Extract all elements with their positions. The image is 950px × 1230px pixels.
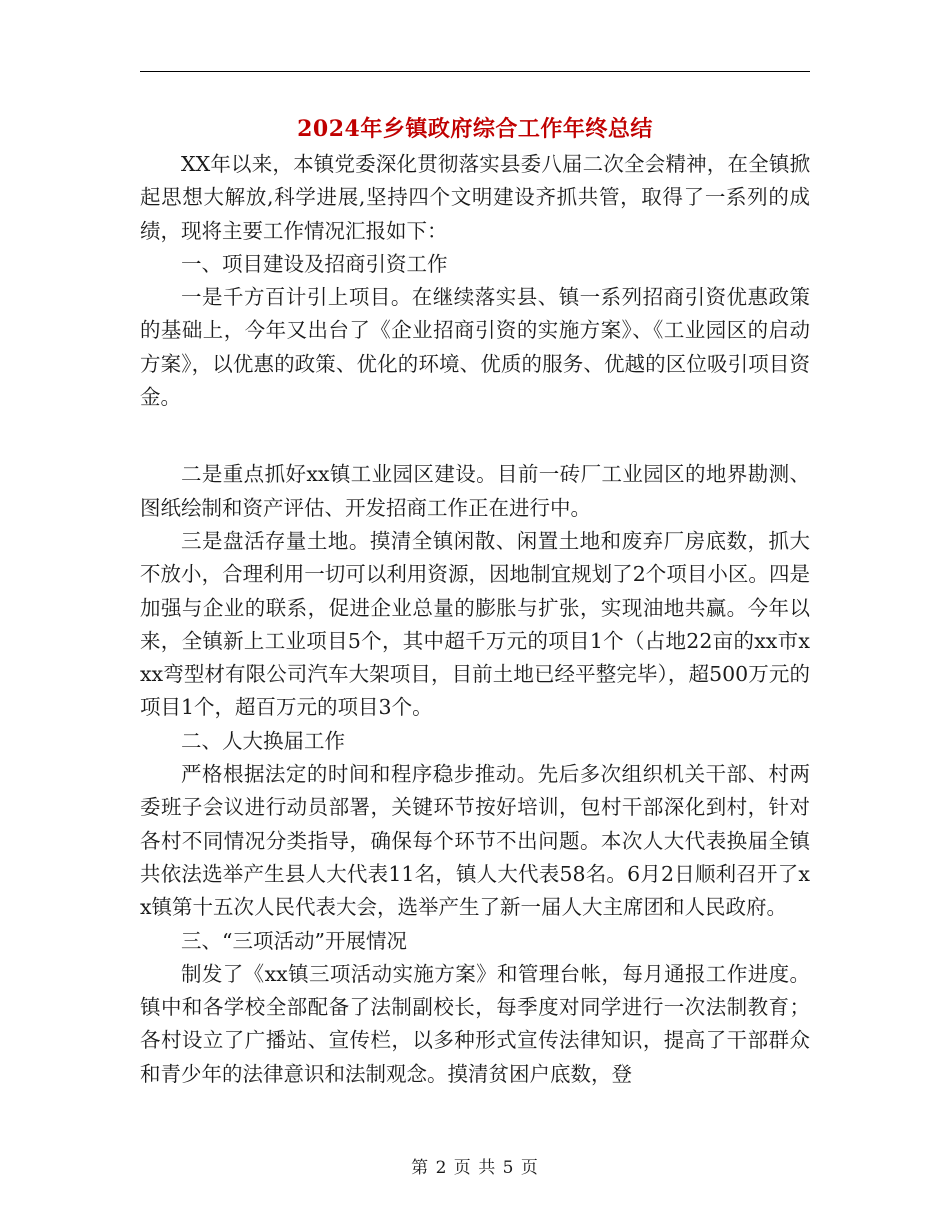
section-heading-3: 三、“三项活动”开展情况 bbox=[181, 928, 407, 953]
body-paragraph-5: 制发了《xx镇三项活动实施方案》和管理台帐，每月通报工作进度。镇中和各学校全部配备了法制副校长，每季度对同学进行一次法制教育；各村设立了广播站、宣传栏，以多种形式宣传法律知识，提高了干部群众和青少年的法律意识和法制观念。摸清贫困户底数，登 bbox=[140, 961, 810, 1086]
document-title: 2024年乡镇政府综合工作年终总结 bbox=[297, 116, 653, 142]
header-rule bbox=[140, 71, 810, 72]
body-paragraph-4: 严格根据法定的时间和程序稳步推动。先后多次组织机关干部、村两委班子会议进行动员部署，关键环节按好培训，包村干部深化到村，针对各村不同情况分类指导，确保每个环节不出问题。本次人大代表换届全镇共依法选举产生县人大代表11名，镇人大代表58名。6月2日顺利召开了xx镇第十五次人民代表大会，选举产生了新一届人大主席团和人民政府。 bbox=[140, 762, 810, 920]
body-paragraph-3: 三是盘活存量土地。摸清全镇闲散、闲置土地和废弃厂房底数，抓大不放小，合理利用一切可以利用资源，因地制宜规划了2个项目小区。四是加强与企业的联系，促进企业总量的膨胀与扩张，实现油地共赢。今年以来，全镇新上工业项目5个，其中超千万元的项目1个（占地22亩的xx市xxx弯型材有限公司汽车大架项目，目前土地已经平整完毕），超500万元的项目1个，超百万元的项目3个。 bbox=[140, 528, 810, 720]
section-heading-1: 一、项目建设及招商引资工作 bbox=[181, 251, 448, 276]
page-number-footer: 第 2 页 共 5 页 bbox=[411, 1158, 539, 1178]
intro-paragraph: XX年以来，本镇党委深化贯彻落实县委八届二次全会精神，在全镇掀起思想大解放,科学进展,坚持四个文明建设齐抓共管，取得了一系列的成绩，现将主要工作情况汇报如下： bbox=[140, 152, 810, 243]
body-paragraph-2: 二是重点抓好xx镇工业园区建设。目前一砖厂工业园区的地界勘测、图纸绘制和资产评估、开发招商工作正在进行中。 bbox=[140, 462, 810, 520]
section-heading-2: 二、人大换届工作 bbox=[181, 728, 345, 753]
body-paragraph-1: 一是千方百计引上项目。在继续落实县、镇一系列招商引资优惠政策的基础上，今年又出台了《企业招商引资的实施方案》、《工业园区的启动方案》，以优惠的政策、优化的环境、优质的服务、优越的区位吸引项目资金。 bbox=[140, 285, 810, 410]
paragraph-gap bbox=[140, 414, 810, 458]
document-body bbox=[140, 148, 810, 1091]
